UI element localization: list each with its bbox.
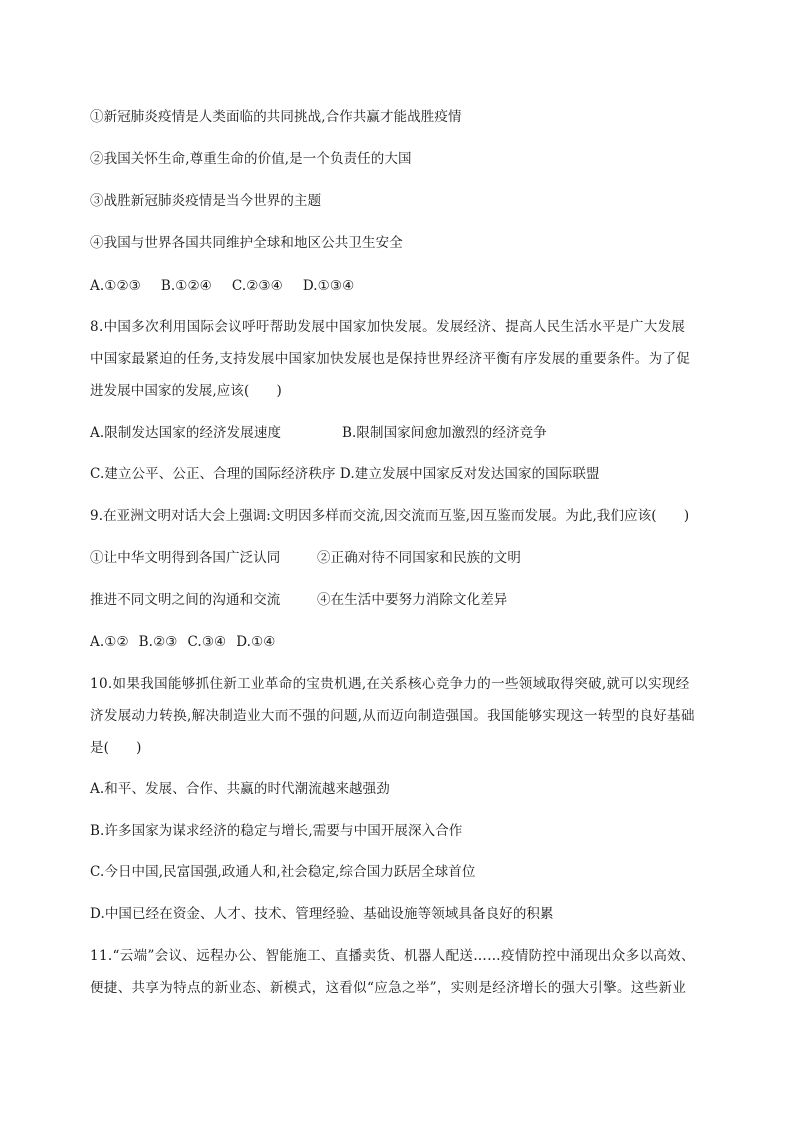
q7-choice-d: D.①③④ [302,278,355,294]
q10-option-c: C.今日中国,民富国强,政通人和,社会稳定,综合国力跃居全球首位 [90,864,476,880]
q9-statement-1: ①让中华文明得到各国广泛认同 [90,550,281,566]
q7-choice-a: A.①②③ [90,278,141,294]
q7-statement-2: ②我国关怀生命,尊重生命的价值,是一个负责任的大国 [90,151,412,167]
q10-stem-line-2: 济发展动力转换,解决制造业大而不强的问题,从而迈向制造强国。我国能够实现这一转型的良好基础 [90,708,695,724]
q10-option-a: A.和平、发展、合作、共赢的时代潮流越来越强劲 [90,781,390,797]
q9-statement-3: 推进不同文明之间的沟通和交流 [90,592,281,608]
q9-choices [90,632,275,652]
q9-stem-line-1: 9.在亚洲文明对话大会上强调:文明因多样而交流,因交流而互鉴,因互鉴而发展。为此,我们应该( ) [90,508,690,524]
q7-statement-3: ③战胜新冠肺炎疫情是当今世界的主题 [90,193,322,209]
q9-statement-4: ④在生活中要努力消除文化差异 [317,592,508,608]
q7-statement-1: ①新冠肺炎疫情是人类面临的共同挑战,合作共赢才能战胜疫情 [90,109,462,125]
q11-stem-line-2: 便捷、共享为特点的新业态、新模式，这看似“应急之举”，实则是经济增长的强大引擎。这些新业 [90,980,687,996]
q7-choices [90,276,354,296]
q9-choice-c: C.③④ [187,634,227,650]
q9-statement-2: ②正确对待不同国家和民族的文明 [317,550,521,566]
q7-choice-b: B.①②④ [160,278,212,294]
q7-statement-4: ④我国与世界各国共同维护全球和地区公共卫生安全 [90,235,403,251]
q8-stem-line-1: 8.中国多次利用国际会议呼吁帮助发展中国家加快发展。发展经济、提高人民生活水平是广大发展 [90,319,686,335]
q10-option-b: B.许多国家为谋求经济的稳定与增长,需要与中国开展深入合作 [90,823,463,839]
q9-choice-a: A.①② [90,634,129,650]
q9-choice-b: B.②③ [138,634,178,650]
q8-options-row-2: C.建立公平、公正、合理的国际经济秩序 D.建立发展中国家反对发达国家的国际联盟 [90,466,600,482]
q7-choice-c: C.②③④ [231,278,283,294]
q8-option-b: B.限制国家间愈加激烈的经济竞争 [342,425,547,441]
q10-option-d: D.中国已经在资金、人才、技术、管理经验、基础设施等领域具备良好的积累 [90,906,554,922]
q8-stem-line-3: 进发展中国家的发展,应该( ) [90,383,282,399]
q10-stem-line-1: 10.如果我国能够抓住新工业革命的宝贵机遇,在关系核心竞争力的一些领域取得突破,就可以实现经 [90,676,690,692]
q8-stem-line-2: 中国家最紧迫的任务,支持发展中国家加快发展也是保持世界经济平衡有序发展的重要条件。为了促 [90,351,691,367]
q10-stem-line-3: 是( ) [90,740,142,756]
q9-choice-d: D.①④ [236,634,276,650]
q8-option-a: A.限制发达国家的经济发展速度 [90,425,282,441]
q11-stem-line-1: 11.“云端”会议、远程办公、智能施工、直播卖货、机器人配送……疫情防控中涌现出众多以高效、 [90,948,695,964]
